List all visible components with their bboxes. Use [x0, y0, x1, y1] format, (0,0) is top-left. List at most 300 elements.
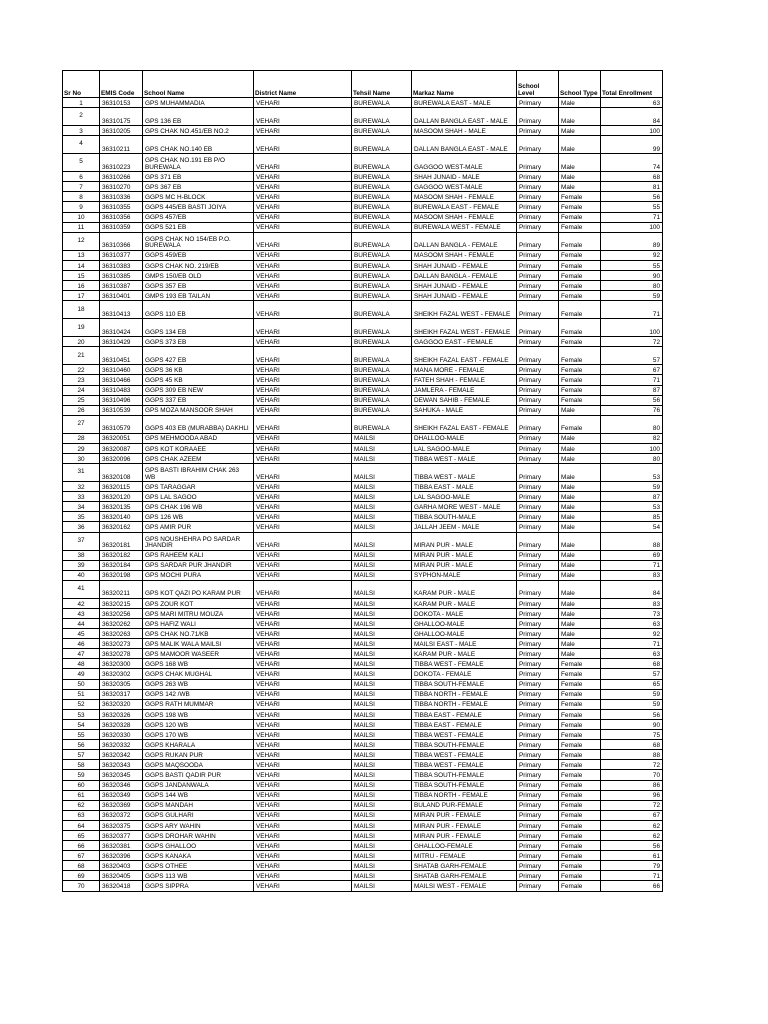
header-tehsil-name: Tehsil Name — [352, 71, 412, 98]
table-row — [63, 639, 663, 649]
school-level-cell: Primary — [517, 337, 559, 347]
school-level-cell: Primary — [517, 532, 559, 550]
district-cell: VEHARI — [254, 337, 352, 347]
enrollment-cell: 57 — [601, 669, 663, 679]
school-level-cell: Primary — [517, 649, 559, 659]
markaz-cell: MIRAN PUR - MALE — [412, 560, 517, 570]
school-name-cell: GPS RAHEEM KALI — [143, 550, 254, 560]
tehsil-cell: MAILSI — [352, 740, 412, 750]
table-row — [63, 770, 663, 780]
district-cell: VEHARI — [254, 443, 352, 453]
emis-code-cell: 36320372 — [100, 810, 143, 820]
district-cell: VEHARI — [254, 126, 352, 136]
sr-no-cell: 18 — [63, 301, 100, 319]
district-cell: VEHARI — [254, 182, 352, 192]
emis-code-cell: 36310385 — [100, 270, 143, 280]
emis-code-cell: 36310359 — [100, 222, 143, 232]
school-name-cell: GPS KOT KORAAEE — [143, 443, 254, 453]
emis-code-cell: 36320332 — [100, 740, 143, 750]
sr-no-cell: 48 — [63, 659, 100, 669]
district-cell: VEHARI — [254, 375, 352, 385]
school-type-cell: Female — [559, 385, 601, 395]
markaz-cell: SHAH JUNAID - MALE — [412, 172, 517, 182]
district-cell: VEHARI — [254, 740, 352, 750]
enrollment-cell: 100 — [601, 319, 663, 337]
tehsil-cell: MAILSI — [352, 669, 412, 679]
sr-no-cell: 66 — [63, 841, 100, 851]
school-name-cell: GGPS MANDAH — [143, 800, 254, 810]
enrollment-cell: 68 — [601, 659, 663, 669]
school-type-cell: Male — [559, 443, 601, 453]
markaz-cell: DHALLOO-MALE — [412, 433, 517, 443]
tehsil-cell: MAILSI — [352, 639, 412, 649]
table-row — [63, 619, 663, 629]
emis-code-cell: 36320211 — [100, 580, 143, 598]
school-type-cell: Female — [559, 820, 601, 830]
markaz-cell: MIRAN PUR - FEMALE — [412, 830, 517, 840]
markaz-cell: MIRAN PUR - MALE — [412, 550, 517, 560]
school-level-cell: Primary — [517, 810, 559, 820]
sr-no-cell: 70 — [63, 881, 100, 891]
sr-no-cell: 9 — [63, 202, 100, 212]
school-type-cell: Male — [559, 172, 601, 182]
table-row — [63, 760, 663, 770]
school-name-cell: GPS CHAK NO.71/KB — [143, 629, 254, 639]
school-name-cell: GPS CHAK NO.451/EB NO.2 — [143, 126, 254, 136]
enrollment-cell: 100 — [601, 222, 663, 232]
table-row — [63, 719, 663, 729]
markaz-cell: KARAM PUR - MALE — [412, 649, 517, 659]
enrollment-cell: 82 — [601, 433, 663, 443]
school-level-cell: Primary — [517, 639, 559, 649]
markaz-cell: BUREWALA EAST - FEMALE — [412, 202, 517, 212]
tehsil-cell: BUREWALA — [352, 415, 412, 433]
school-level-cell: Primary — [517, 570, 559, 580]
school-type-cell: Female — [559, 337, 601, 347]
school-level-cell: Primary — [517, 202, 559, 212]
sr-no-cell: 68 — [63, 861, 100, 871]
enrollment-cell: 55 — [601, 260, 663, 270]
district-cell: VEHARI — [254, 347, 352, 365]
table-row — [63, 780, 663, 790]
table-row — [63, 395, 663, 405]
school-level-cell: Primary — [517, 464, 559, 482]
enrollment-cell: 71 — [601, 639, 663, 649]
enrollment-cell: 54 — [601, 522, 663, 532]
enrollment-cell: 53 — [601, 464, 663, 482]
district-cell: VEHARI — [254, 760, 352, 770]
emis-code-cell: 36310266 — [100, 172, 143, 182]
enrollment-cell: 85 — [601, 512, 663, 522]
enrollment-cell: 56 — [601, 709, 663, 719]
markaz-cell: SHEIKH FAZAL EAST - FEMALE — [412, 415, 517, 433]
school-type-cell: Female — [559, 760, 601, 770]
sr-no-cell: 42 — [63, 598, 100, 608]
table-row — [63, 502, 663, 512]
enrollment-cell: 87 — [601, 385, 663, 395]
school-type-cell: Female — [559, 260, 601, 270]
enrollment-cell: 71 — [601, 301, 663, 319]
table-row — [63, 580, 663, 598]
header-school-type: School Type — [559, 71, 601, 98]
markaz-cell: DALLAN BANGLA - FEMALE — [412, 232, 517, 250]
emis-code-cell: 36310356 — [100, 212, 143, 222]
school-type-cell: Female — [559, 232, 601, 250]
district-cell: VEHARI — [254, 881, 352, 891]
table-row — [63, 598, 663, 608]
table-row — [63, 608, 663, 618]
district-cell: VEHARI — [254, 512, 352, 522]
table-row — [63, 740, 663, 750]
table-row — [63, 319, 663, 337]
markaz-cell: DOKOTA - FEMALE — [412, 669, 517, 679]
district-cell: VEHARI — [254, 395, 352, 405]
school-type-cell: Female — [559, 281, 601, 291]
tehsil-cell: MAILSI — [352, 550, 412, 560]
school-level-cell: Primary — [517, 492, 559, 502]
table-row — [63, 861, 663, 871]
school-level-cell: Primary — [517, 482, 559, 492]
school-type-cell: Male — [559, 570, 601, 580]
enrollment-cell: 56 — [601, 841, 663, 851]
school-type-cell: Male — [559, 580, 601, 598]
tehsil-cell: MAILSI — [352, 750, 412, 760]
school-type-cell: Male — [559, 629, 601, 639]
tehsil-cell: BUREWALA — [352, 126, 412, 136]
table-row — [63, 453, 663, 463]
tehsil-cell: MAILSI — [352, 482, 412, 492]
sr-no-cell: 61 — [63, 790, 100, 800]
tehsil-cell: MAILSI — [352, 580, 412, 598]
header-total-enrollment: Total Enrollment — [601, 71, 663, 98]
school-type-cell: Female — [559, 375, 601, 385]
table-row — [63, 550, 663, 560]
emis-code-cell: 36310223 — [100, 154, 143, 172]
school-level-cell: Primary — [517, 598, 559, 608]
school-level-cell: Primary — [517, 443, 559, 453]
district-cell: VEHARI — [254, 560, 352, 570]
emis-code-cell: 36310355 — [100, 202, 143, 212]
sr-no-cell: 57 — [63, 750, 100, 760]
emis-code-cell: 36310175 — [100, 108, 143, 126]
district-cell: VEHARI — [254, 659, 352, 669]
emis-code-cell: 36310579 — [100, 415, 143, 433]
school-type-cell: Male — [559, 405, 601, 415]
enrollment-cell: 55 — [601, 202, 663, 212]
header-markaz-name: Markaz Name — [412, 71, 517, 98]
sr-no-cell: 34 — [63, 502, 100, 512]
school-level-cell: Primary — [517, 841, 559, 851]
district-cell: VEHARI — [254, 861, 352, 871]
sr-no-cell: 38 — [63, 550, 100, 560]
district-cell: VEHARI — [254, 136, 352, 154]
school-name-cell: GPS TARAGGAR — [143, 482, 254, 492]
sr-no-cell: 21 — [63, 347, 100, 365]
sr-no-cell: 13 — [63, 250, 100, 260]
school-name-cell: GPS ZOUR KOT — [143, 598, 254, 608]
district-cell: VEHARI — [254, 709, 352, 719]
school-name-cell: GPS SARDAR PUR JHANDIR — [143, 560, 254, 570]
markaz-cell: DALLAN BANGLA EAST - MALE — [412, 108, 517, 126]
emis-code-cell: 36320108 — [100, 464, 143, 482]
school-type-cell: Female — [559, 851, 601, 861]
table-row — [63, 750, 663, 760]
emis-code-cell: 36310424 — [100, 319, 143, 337]
table-row — [63, 291, 663, 301]
district-cell: VEHARI — [254, 820, 352, 830]
school-level-cell: Primary — [517, 301, 559, 319]
emis-code-cell: 36320396 — [100, 851, 143, 861]
table-row — [63, 709, 663, 719]
school-name-cell: GGPS 120 WB — [143, 719, 254, 729]
table-row — [63, 281, 663, 291]
district-cell: VEHARI — [254, 699, 352, 709]
school-level-cell: Primary — [517, 719, 559, 729]
emis-code-cell: 36320349 — [100, 790, 143, 800]
sr-no-cell: 69 — [63, 871, 100, 881]
table-row — [63, 482, 663, 492]
school-type-cell: Male — [559, 126, 601, 136]
markaz-cell: BUREWALA WEST - FEMALE — [412, 222, 517, 232]
school-level-cell: Primary — [517, 108, 559, 126]
emis-code-cell: 36310466 — [100, 375, 143, 385]
enrollment-cell: 76 — [601, 405, 663, 415]
emis-code-cell: 36320300 — [100, 659, 143, 669]
table-row — [63, 669, 663, 679]
school-type-cell: Male — [559, 108, 601, 126]
school-type-cell: Female — [559, 415, 601, 433]
school-type-cell: Female — [559, 250, 601, 260]
school-level-cell: Primary — [517, 699, 559, 709]
tehsil-cell: MAILSI — [352, 598, 412, 608]
school-level-cell: Primary — [517, 861, 559, 871]
emis-code-cell: 36320328 — [100, 719, 143, 729]
emis-code-cell: 36320320 — [100, 699, 143, 709]
sr-no-cell: 41 — [63, 580, 100, 598]
school-type-cell: Male — [559, 154, 601, 172]
school-level-cell: Primary — [517, 281, 559, 291]
emis-code-cell: 36320369 — [100, 800, 143, 810]
sr-no-cell: 25 — [63, 395, 100, 405]
table-row — [63, 172, 663, 182]
emis-code-cell: 36310387 — [100, 281, 143, 291]
sr-no-cell: 24 — [63, 385, 100, 395]
school-type-cell: Male — [559, 639, 601, 649]
district-cell: VEHARI — [254, 212, 352, 222]
tehsil-cell: MAILSI — [352, 730, 412, 740]
enrollment-cell: 75 — [601, 730, 663, 740]
tehsil-cell: BUREWALA — [352, 260, 412, 270]
district-cell: VEHARI — [254, 522, 352, 532]
enrollment-cell: 57 — [601, 347, 663, 365]
school-name-cell: GPS MAMOOR WASEER — [143, 649, 254, 659]
tehsil-cell: MAILSI — [352, 433, 412, 443]
school-name-cell: GGPS 113 WB — [143, 871, 254, 881]
school-name-cell: GGPS 309 EB NEW — [143, 385, 254, 395]
school-type-cell: Male — [559, 482, 601, 492]
district-cell: VEHARI — [254, 730, 352, 740]
district-cell: VEHARI — [254, 689, 352, 699]
table-row — [63, 492, 663, 502]
school-level-cell: Primary — [517, 212, 559, 222]
school-level-cell: Primary — [517, 395, 559, 405]
school-name-cell: GGPS CHAK MUGHAL — [143, 669, 254, 679]
sr-no-cell: 52 — [63, 699, 100, 709]
markaz-cell: SHEIKH FAZAL WEST - FEMALE — [412, 319, 517, 337]
sr-no-cell: 28 — [63, 433, 100, 443]
markaz-cell: TIBBA WEST - MALE — [412, 453, 517, 463]
tehsil-cell: MAILSI — [352, 861, 412, 871]
school-name-cell: GGPS RUKAN PUR — [143, 750, 254, 760]
tehsil-cell: BUREWALA — [352, 202, 412, 212]
school-level-cell: Primary — [517, 730, 559, 740]
enrollment-cell: 99 — [601, 136, 663, 154]
school-level-cell: Primary — [517, 126, 559, 136]
district-cell: VEHARI — [254, 532, 352, 550]
school-level-cell: Primary — [517, 560, 559, 570]
sr-no-cell: 37 — [63, 532, 100, 550]
emis-code-cell: 36320198 — [100, 570, 143, 580]
emis-code-cell: 36320375 — [100, 820, 143, 830]
sr-no-cell: 44 — [63, 619, 100, 629]
enrollment-cell: 63 — [601, 98, 663, 108]
school-level-cell: Primary — [517, 659, 559, 669]
emis-code-cell: 36320381 — [100, 841, 143, 851]
table-row — [63, 385, 663, 395]
emis-code-cell: 36310496 — [100, 395, 143, 405]
school-type-cell: Female — [559, 212, 601, 222]
school-name-cell: GGPS BASTI QADIR PUR — [143, 770, 254, 780]
sr-no-cell: 47 — [63, 649, 100, 659]
enrollment-cell: 56 — [601, 395, 663, 405]
emis-code-cell: 36320262 — [100, 619, 143, 629]
tehsil-cell: MAILSI — [352, 881, 412, 891]
emis-code-cell: 36320140 — [100, 512, 143, 522]
school-level-cell: Primary — [517, 790, 559, 800]
school-name-cell: GGPS OTHEE — [143, 861, 254, 871]
emis-code-cell: 36310539 — [100, 405, 143, 415]
tehsil-cell: MAILSI — [352, 810, 412, 820]
school-name-cell: GGPS 263 WB — [143, 679, 254, 689]
emis-code-cell: 36320278 — [100, 649, 143, 659]
table-row — [63, 232, 663, 250]
enrollment-cell: 53 — [601, 502, 663, 512]
school-level-cell: Primary — [517, 250, 559, 260]
school-type-cell: Female — [559, 740, 601, 750]
sr-no-cell: 63 — [63, 810, 100, 820]
school-type-cell: Male — [559, 532, 601, 550]
tehsil-cell: BUREWALA — [352, 347, 412, 365]
emis-code-cell: 36320182 — [100, 550, 143, 560]
markaz-cell: MASOOM SHAH - FEMALE — [412, 250, 517, 260]
sr-no-cell: 67 — [63, 851, 100, 861]
tehsil-cell: MAILSI — [352, 841, 412, 851]
enrollment-cell: 72 — [601, 760, 663, 770]
enrollment-cell: 87 — [601, 492, 663, 502]
school-type-cell: Female — [559, 679, 601, 689]
emis-code-cell: 36310377 — [100, 250, 143, 260]
header-district-name: District Name — [254, 71, 352, 98]
school-level-cell: Primary — [517, 881, 559, 891]
markaz-cell: SYPHON-MALE — [412, 570, 517, 580]
markaz-cell: SHAH JUNAID - FEMALE — [412, 281, 517, 291]
school-name-cell: GGPS SIPPRA — [143, 881, 254, 891]
table-row — [63, 443, 663, 453]
district-cell: VEHARI — [254, 669, 352, 679]
sr-no-cell: 11 — [63, 222, 100, 232]
tehsil-cell: MAILSI — [352, 679, 412, 689]
school-name-cell: GGPS ARY WAHIN — [143, 820, 254, 830]
tehsil-cell: MAILSI — [352, 719, 412, 729]
tehsil-cell: BUREWALA — [352, 98, 412, 108]
sr-no-cell: 30 — [63, 453, 100, 463]
enrollment-cell: 62 — [601, 820, 663, 830]
emis-code-cell: 36310270 — [100, 182, 143, 192]
markaz-cell: GAGGOO WEST-MALE — [412, 154, 517, 172]
enrollment-cell: 63 — [601, 649, 663, 659]
emis-code-cell: 36320135 — [100, 502, 143, 512]
sr-no-cell: 65 — [63, 830, 100, 840]
school-type-cell: Female — [559, 730, 601, 740]
school-type-cell: Male — [559, 512, 601, 522]
sr-no-cell: 36 — [63, 522, 100, 532]
district-cell: VEHARI — [254, 98, 352, 108]
markaz-cell: DOKOTA - MALE — [412, 608, 517, 618]
table-row — [63, 522, 663, 532]
school-name-cell: GPS AMIR PUR — [143, 522, 254, 532]
district-cell: VEHARI — [254, 270, 352, 280]
enrollment-cell: 79 — [601, 861, 663, 871]
emis-code-cell: 36320087 — [100, 443, 143, 453]
emis-code-cell: 36320184 — [100, 560, 143, 570]
enrollment-cell: 71 — [601, 560, 663, 570]
enrollment-cell: 92 — [601, 629, 663, 639]
tehsil-cell: MAILSI — [352, 709, 412, 719]
markaz-cell: GAGGOO WEST-MALE — [412, 182, 517, 192]
sr-no-cell: 51 — [63, 689, 100, 699]
district-cell: VEHARI — [254, 598, 352, 608]
tehsil-cell: MAILSI — [352, 608, 412, 618]
emis-code-cell: 36320120 — [100, 492, 143, 502]
school-type-cell: Female — [559, 222, 601, 232]
sr-no-cell: 12 — [63, 232, 100, 250]
sr-no-cell: 5 — [63, 154, 100, 172]
school-type-cell: Female — [559, 750, 601, 760]
school-level-cell: Primary — [517, 172, 559, 182]
tehsil-cell: MAILSI — [352, 464, 412, 482]
school-level-cell: Primary — [517, 453, 559, 463]
tehsil-cell: BUREWALA — [352, 301, 412, 319]
emis-code-cell: 36310401 — [100, 291, 143, 301]
school-type-cell: Male — [559, 522, 601, 532]
district-cell: VEHARI — [254, 502, 352, 512]
school-type-cell: Male — [559, 502, 601, 512]
school-type-cell: Female — [559, 719, 601, 729]
school-type-cell: Male — [559, 619, 601, 629]
district-cell: VEHARI — [254, 172, 352, 182]
school-name-cell: GGPS 427 EB — [143, 347, 254, 365]
school-name-cell: GPS CHAK 196 WB — [143, 502, 254, 512]
table-row — [63, 820, 663, 830]
table-row — [63, 347, 663, 365]
tehsil-cell: BUREWALA — [352, 172, 412, 182]
sr-no-cell: 32 — [63, 482, 100, 492]
sr-no-cell: 27 — [63, 415, 100, 433]
school-name-cell: GGPS 134 EB — [143, 319, 254, 337]
district-cell: VEHARI — [254, 649, 352, 659]
markaz-cell: GHALLOO-MALE — [412, 619, 517, 629]
tehsil-cell: MAILSI — [352, 770, 412, 780]
